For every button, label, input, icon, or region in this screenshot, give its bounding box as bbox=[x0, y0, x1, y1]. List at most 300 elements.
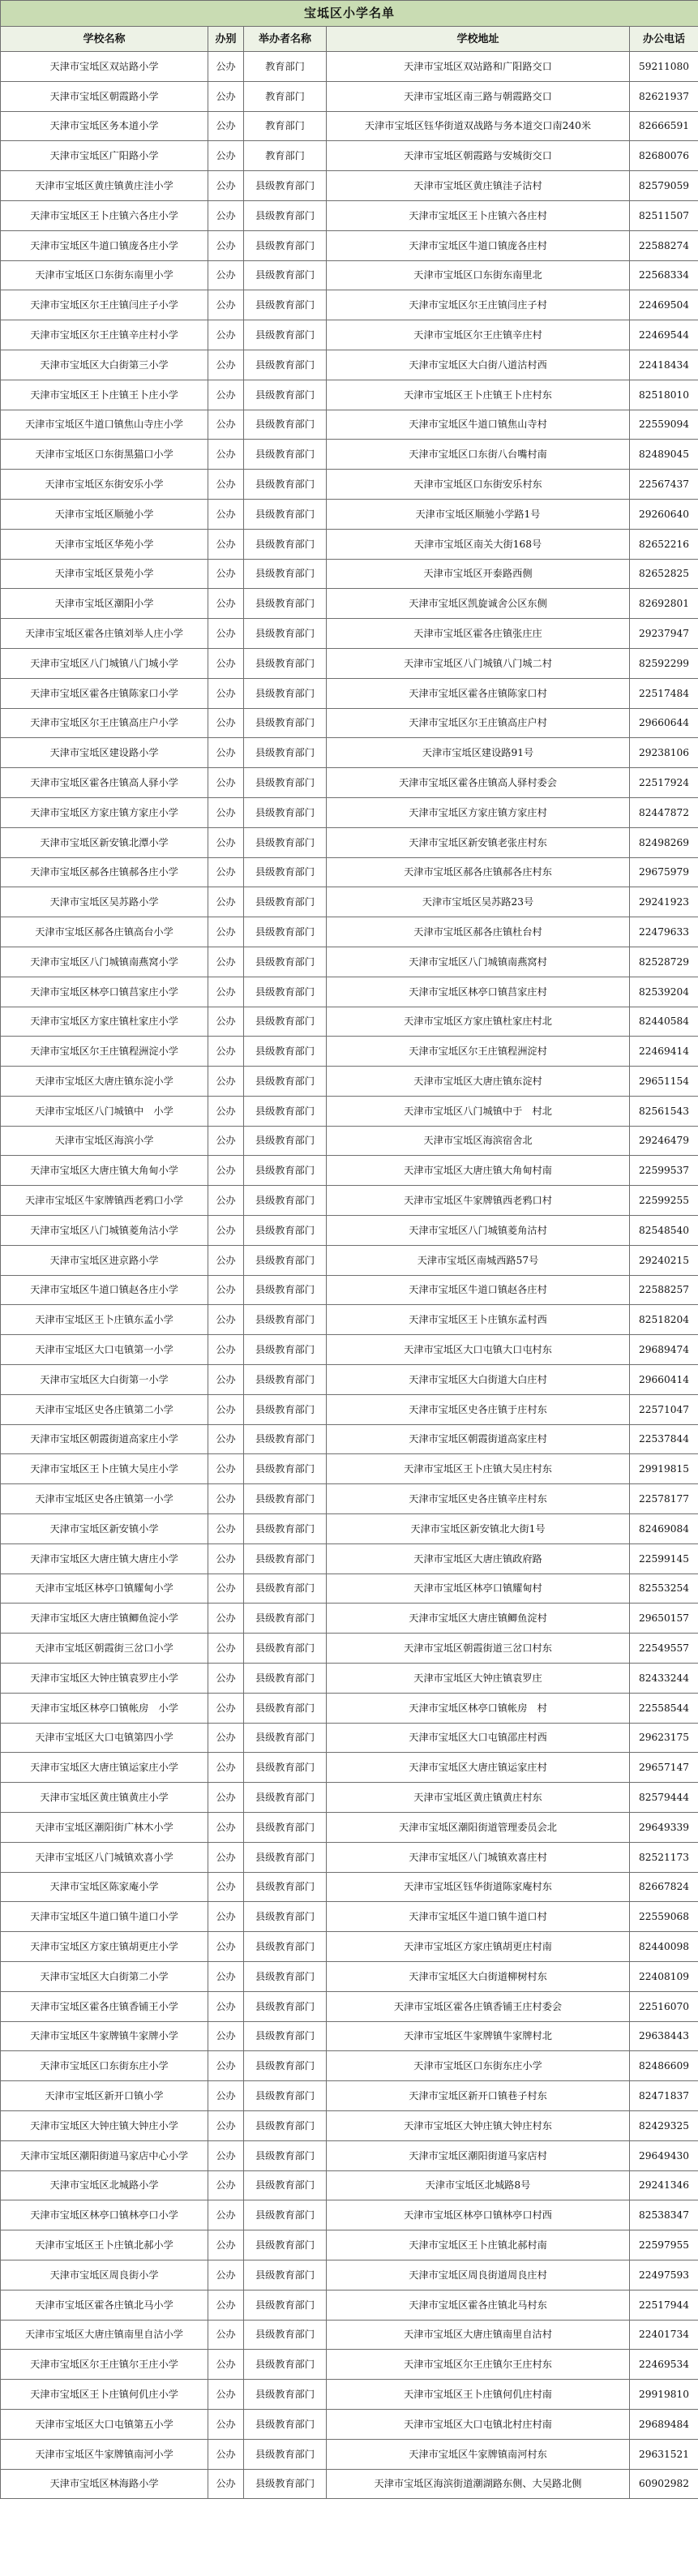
address-cell: 天津市宝坻区潮阳街道马家店村 bbox=[327, 2140, 630, 2170]
school-type-cell: 公办 bbox=[208, 260, 244, 290]
address-cell: 天津市宝坻区朝霞街道三岔口村东 bbox=[327, 1634, 630, 1664]
organizer-cell: 县级教育部门 bbox=[244, 648, 327, 678]
school-type-cell: 公办 bbox=[208, 1484, 244, 1514]
phone-cell: 29660414 bbox=[630, 1365, 698, 1395]
school-name-cell: 天津市宝坻区牛家牌镇南河小学 bbox=[1, 2439, 208, 2469]
school-type-cell: 公办 bbox=[208, 917, 244, 947]
phone-cell: 29650157 bbox=[630, 1604, 698, 1634]
phone-cell: 82521173 bbox=[630, 1842, 698, 1872]
table-row bbox=[1, 1753, 698, 1783]
school-type-cell: 公办 bbox=[208, 1335, 244, 1365]
organizer-cell: 县级教育部门 bbox=[244, 2439, 327, 2469]
table-row bbox=[1, 1067, 698, 1097]
school-type-cell: 公办 bbox=[208, 2140, 244, 2170]
school-type-cell: 公办 bbox=[208, 2320, 244, 2350]
phone-cell: 29241346 bbox=[630, 2170, 698, 2200]
phone-cell: 82561543 bbox=[630, 1096, 698, 1126]
address-cell: 天津市宝坻区顺驰小学路1号 bbox=[327, 499, 630, 529]
school-name-cell: 天津市宝坻区大白街第一小学 bbox=[1, 1365, 208, 1395]
school-type-cell: 公办 bbox=[208, 2081, 244, 2111]
table-row bbox=[1, 81, 698, 111]
phone-cell: 82433244 bbox=[630, 1664, 698, 1694]
school-name-cell: 天津市宝坻区大口屯镇第四小学 bbox=[1, 1723, 208, 1753]
school-name-cell: 天津市宝坻区林海路小学 bbox=[1, 2469, 208, 2499]
school-type-cell: 公办 bbox=[208, 111, 244, 141]
organizer-cell: 县级教育部门 bbox=[244, 1156, 327, 1186]
school-type-cell: 公办 bbox=[208, 230, 244, 260]
address-cell: 天津市宝坻区大口屯镇大口屯村东 bbox=[327, 1335, 630, 1365]
address-cell: 天津市宝坻区周良街道周良庄村 bbox=[327, 2260, 630, 2290]
organizer-cell: 县级教育部门 bbox=[244, 2469, 327, 2499]
school-name-cell: 天津市宝坻区大唐庄镇鲫鱼淀小学 bbox=[1, 1604, 208, 1634]
address-cell: 天津市宝坻区大唐庄镇运家庄村 bbox=[327, 1753, 630, 1783]
phone-cell: 82652216 bbox=[630, 529, 698, 559]
table-row bbox=[1, 230, 698, 260]
school-type-cell: 公办 bbox=[208, 1514, 244, 1544]
school-type-cell: 公办 bbox=[208, 290, 244, 320]
address-cell: 天津市宝坻区林亭口镇林亭口村西 bbox=[327, 2200, 630, 2230]
phone-cell: 22517944 bbox=[630, 2290, 698, 2320]
organizer-cell: 县级教育部门 bbox=[244, 1962, 327, 1992]
phone-cell: 82471837 bbox=[630, 2081, 698, 2111]
school-type-cell: 公办 bbox=[208, 1962, 244, 1992]
phone-cell: 29623175 bbox=[630, 1723, 698, 1753]
organizer-cell: 县级教育部门 bbox=[244, 1574, 327, 1604]
school-type-cell: 公办 bbox=[208, 1634, 244, 1664]
table-row bbox=[1, 2320, 698, 2350]
address-cell: 天津市宝坻区牛道口镇牛道口村 bbox=[327, 1902, 630, 1932]
header-address: 学校地址 bbox=[327, 27, 630, 52]
phone-cell: 22568334 bbox=[630, 260, 698, 290]
organizer-cell: 县级教育部门 bbox=[244, 499, 327, 529]
table-row bbox=[1, 738, 698, 768]
address-cell: 天津市宝坻区史各庄镇辛庄村东 bbox=[327, 1484, 630, 1514]
organizer-cell: 县级教育部门 bbox=[244, 1394, 327, 1424]
school-type-cell: 公办 bbox=[208, 1664, 244, 1694]
table-row bbox=[1, 827, 698, 857]
school-name-cell: 天津市宝坻区王卜庄镇东孟小学 bbox=[1, 1305, 208, 1335]
school-type-cell: 公办 bbox=[208, 857, 244, 887]
school-type-cell: 公办 bbox=[208, 1037, 244, 1067]
phone-cell: 82680076 bbox=[630, 141, 698, 171]
school-type-cell: 公办 bbox=[208, 1574, 244, 1604]
phone-cell: 22567437 bbox=[630, 470, 698, 500]
table-row bbox=[1, 857, 698, 887]
school-type-cell: 公办 bbox=[208, 1126, 244, 1156]
school-type-cell: 公办 bbox=[208, 1365, 244, 1395]
school-name-cell: 天津市宝坻区黄庄镇黄庄洼小学 bbox=[1, 171, 208, 201]
school-type-cell: 公办 bbox=[208, 2230, 244, 2260]
phone-cell: 29237947 bbox=[630, 619, 698, 649]
organizer-cell: 县级教育部门 bbox=[244, 200, 327, 230]
phone-cell: 22469534 bbox=[630, 2350, 698, 2380]
school-name-cell: 天津市宝坻区林亭口镇莒家庄小学 bbox=[1, 977, 208, 1007]
organizer-cell: 县级教育部门 bbox=[244, 1424, 327, 1454]
organizer-cell: 县级教育部门 bbox=[244, 1753, 327, 1783]
organizer-cell: 县级教育部门 bbox=[244, 2350, 327, 2380]
phone-cell: 22469544 bbox=[630, 320, 698, 350]
table-row bbox=[1, 1543, 698, 1574]
phone-cell: 22571047 bbox=[630, 1394, 698, 1424]
school-name-cell: 天津市宝坻区牛道口镇庞各庄小学 bbox=[1, 230, 208, 260]
organizer-cell: 县级教育部门 bbox=[244, 1245, 327, 1275]
table-row bbox=[1, 1365, 698, 1395]
school-type-cell: 公办 bbox=[208, 141, 244, 171]
address-cell: 天津市宝坻区林亭口镇莒家庄村 bbox=[327, 977, 630, 1007]
address-cell: 天津市宝坻区牛家牌镇牛家牌村北 bbox=[327, 2021, 630, 2051]
address-cell: 天津市宝坻区方家庄镇杜家庄村北 bbox=[327, 1007, 630, 1037]
school-name-cell: 天津市宝坻区方家庄镇杜家庄小学 bbox=[1, 1007, 208, 1037]
organizer-cell: 县级教育部门 bbox=[244, 1186, 327, 1216]
school-type-cell: 公办 bbox=[208, 350, 244, 380]
organizer-cell: 县级教育部门 bbox=[244, 708, 327, 738]
organizer-cell: 县级教育部门 bbox=[244, 887, 327, 917]
phone-cell: 22401734 bbox=[630, 2320, 698, 2350]
address-cell: 天津市宝坻区黄庄镇黄庄村东 bbox=[327, 1783, 630, 1813]
school-name-cell: 天津市宝坻区潮阳小学 bbox=[1, 589, 208, 619]
organizer-cell: 县级教育部门 bbox=[244, 1693, 327, 1723]
organizer-cell: 县级教育部门 bbox=[244, 768, 327, 798]
table-row bbox=[1, 1186, 698, 1216]
phone-cell: 22517924 bbox=[630, 768, 698, 798]
school-type-cell: 公办 bbox=[208, 410, 244, 440]
address-cell: 天津市宝坻区吴苏路23号 bbox=[327, 887, 630, 917]
table-title: 宝坻区小学名单 bbox=[1, 1, 698, 27]
organizer-cell: 县级教育部门 bbox=[244, 2260, 327, 2290]
phone-cell: 82447872 bbox=[630, 797, 698, 827]
organizer-cell: 县级教育部门 bbox=[244, 2380, 327, 2410]
phone-cell: 29657147 bbox=[630, 1753, 698, 1783]
address-cell: 天津市宝坻区开泰路西侧 bbox=[327, 559, 630, 589]
school-type-cell: 公办 bbox=[208, 2469, 244, 2499]
address-cell: 天津市宝坻区海滨宿舍北 bbox=[327, 1126, 630, 1156]
address-cell: 天津市宝坻区口东街八台嘴村南 bbox=[327, 440, 630, 470]
school-name-cell: 天津市宝坻区霍各庄镇刘举人庄小学 bbox=[1, 619, 208, 649]
organizer-cell: 县级教育部门 bbox=[244, 1126, 327, 1156]
school-name-cell: 天津市宝坻区大白街第三小学 bbox=[1, 350, 208, 380]
organizer-cell: 县级教育部门 bbox=[244, 2200, 327, 2230]
phone-cell: 22469414 bbox=[630, 1037, 698, 1067]
address-cell: 天津市宝坻区建设路91号 bbox=[327, 738, 630, 768]
school-name-cell: 天津市宝坻区八门城镇欢喜小学 bbox=[1, 1842, 208, 1872]
organizer-cell: 县级教育部门 bbox=[244, 1842, 327, 1872]
school-name-cell: 天津市宝坻区潮阳街广林木小学 bbox=[1, 1813, 208, 1843]
organizer-cell: 县级教育部门 bbox=[244, 619, 327, 649]
address-cell: 天津市宝坻区口东街东南里北 bbox=[327, 260, 630, 290]
school-name-cell: 天津市宝坻区大钟庄镇大钟庄小学 bbox=[1, 2110, 208, 2140]
organizer-cell: 县级教育部门 bbox=[244, 2140, 327, 2170]
school-type-cell: 公办 bbox=[208, 1723, 244, 1753]
organizer-cell: 县级教育部门 bbox=[244, 260, 327, 290]
school-name-cell: 天津市宝坻区务本道小学 bbox=[1, 111, 208, 141]
table-row bbox=[1, 320, 698, 350]
address-cell: 天津市宝坻区王卜庄镇六各庄村 bbox=[327, 200, 630, 230]
organizer-cell: 县级教育部门 bbox=[244, 678, 327, 708]
phone-cell: 22408109 bbox=[630, 1962, 698, 1992]
school-name-cell: 天津市宝坻区尔王庄镇高庄户小学 bbox=[1, 708, 208, 738]
organizer-cell: 县级教育部门 bbox=[244, 1604, 327, 1634]
table-row bbox=[1, 1424, 698, 1454]
address-cell: 天津市宝坻区双站路和广阳路交口 bbox=[327, 52, 630, 82]
school-name-cell: 天津市宝坻区方家庄镇胡更庄小学 bbox=[1, 1932, 208, 1962]
address-cell: 天津市宝坻区大白街道柳树村东 bbox=[327, 1962, 630, 1992]
phone-cell: 22588257 bbox=[630, 1275, 698, 1305]
table-row bbox=[1, 2439, 698, 2469]
school-type-cell: 公办 bbox=[208, 708, 244, 738]
school-name-cell: 天津市宝坻区林亭口镇耀甸小学 bbox=[1, 1574, 208, 1604]
address-cell: 天津市宝坻区大唐庄镇大角甸村南 bbox=[327, 1156, 630, 1186]
address-cell: 天津市宝坻区新安镇北大街1号 bbox=[327, 1514, 630, 1544]
phone-cell: 29649339 bbox=[630, 1813, 698, 1843]
school-type-cell: 公办 bbox=[208, 1424, 244, 1454]
table-row bbox=[1, 290, 698, 320]
phone-cell: 82548540 bbox=[630, 1216, 698, 1246]
address-cell: 天津市宝坻区尔王庄镇高庄户村 bbox=[327, 708, 630, 738]
table-row bbox=[1, 2081, 698, 2111]
organizer-cell: 县级教育部门 bbox=[244, 1902, 327, 1932]
organizer-cell: 县级教育部门 bbox=[244, 738, 327, 768]
phone-cell: 82652825 bbox=[630, 559, 698, 589]
school-type-cell: 公办 bbox=[208, 1693, 244, 1723]
table-row bbox=[1, 2290, 698, 2320]
phone-cell: 82518010 bbox=[630, 380, 698, 410]
address-cell: 天津市宝坻区大白街道大白庄村 bbox=[327, 1365, 630, 1395]
address-cell: 天津市宝坻区大唐庄镇南里自沽村 bbox=[327, 2320, 630, 2350]
table-row bbox=[1, 499, 698, 529]
organizer-cell: 县级教育部门 bbox=[244, 1067, 327, 1097]
table-row bbox=[1, 678, 698, 708]
school-name-cell: 天津市宝坻区口东街黑猫口小学 bbox=[1, 440, 208, 470]
table-row bbox=[1, 1664, 698, 1694]
school-name-cell: 天津市宝坻区史各庄镇第二小学 bbox=[1, 1394, 208, 1424]
phone-cell: 82440584 bbox=[630, 1007, 698, 1037]
school-name-cell: 天津市宝坻区林亭口镇林亭口小学 bbox=[1, 2200, 208, 2230]
phone-cell: 22558544 bbox=[630, 1693, 698, 1723]
school-type-cell: 公办 bbox=[208, 470, 244, 500]
address-cell: 天津市宝坻区尔王庄镇辛庄村 bbox=[327, 320, 630, 350]
table-row bbox=[1, 2260, 698, 2290]
school-name-cell: 天津市宝坻区朝霞街道高家庄小学 bbox=[1, 1424, 208, 1454]
table-row bbox=[1, 350, 698, 380]
table-row bbox=[1, 1007, 698, 1037]
school-type-cell: 公办 bbox=[208, 887, 244, 917]
school-type-cell: 公办 bbox=[208, 2110, 244, 2140]
phone-cell: 29240215 bbox=[630, 1245, 698, 1275]
school-type-cell: 公办 bbox=[208, 1753, 244, 1783]
organizer-cell: 县级教育部门 bbox=[244, 290, 327, 320]
school-name-cell: 天津市宝坻区大口屯镇第五小学 bbox=[1, 2409, 208, 2439]
school-type-cell: 公办 bbox=[208, 1067, 244, 1097]
school-name-cell: 天津市宝坻区建设路小学 bbox=[1, 738, 208, 768]
table-row bbox=[1, 917, 698, 947]
organizer-cell: 县级教育部门 bbox=[244, 1335, 327, 1365]
organizer-cell: 县级教育部门 bbox=[244, 529, 327, 559]
school-type-cell: 公办 bbox=[208, 1902, 244, 1932]
organizer-cell: 教育部门 bbox=[244, 111, 327, 141]
address-cell: 天津市宝坻区新安镇老张庄村东 bbox=[327, 827, 630, 857]
organizer-cell: 县级教育部门 bbox=[244, 2081, 327, 2111]
address-cell: 天津市宝坻区郝各庄镇杜台村 bbox=[327, 917, 630, 947]
school-name-cell: 天津市宝坻区郝各庄镇高台小学 bbox=[1, 917, 208, 947]
address-cell: 天津市宝坻区南城西路57号 bbox=[327, 1245, 630, 1275]
school-type-cell: 公办 bbox=[208, 977, 244, 1007]
school-type-cell: 公办 bbox=[208, 2380, 244, 2410]
header-school-name: 学校名称 bbox=[1, 27, 208, 52]
table-row bbox=[1, 2200, 698, 2230]
table-row bbox=[1, 2140, 698, 2170]
header-row bbox=[1, 27, 698, 52]
school-name-cell: 天津市宝坻区尔王庄镇尔王庄小学 bbox=[1, 2350, 208, 2380]
address-cell: 天津市宝坻区南关大街168号 bbox=[327, 529, 630, 559]
phone-cell: 82692801 bbox=[630, 589, 698, 619]
table-row bbox=[1, 111, 698, 141]
organizer-cell: 县级教育部门 bbox=[244, 1543, 327, 1574]
school-name-cell: 天津市宝坻区大唐庄镇南里自沽小学 bbox=[1, 2320, 208, 2350]
school-name-cell: 天津市宝坻区王卜庄镇六各庄小学 bbox=[1, 200, 208, 230]
phone-cell: 29689474 bbox=[630, 1335, 698, 1365]
organizer-cell: 县级教育部门 bbox=[244, 320, 327, 350]
address-cell: 天津市宝坻区牛道口镇焦山寺村 bbox=[327, 410, 630, 440]
school-name-cell: 天津市宝坻区王卜庄镇何仉庄小学 bbox=[1, 2380, 208, 2410]
school-type-cell: 公办 bbox=[208, 1216, 244, 1246]
address-cell: 天津市宝坻区钰华街道双战路与务本道交口南240米 bbox=[327, 111, 630, 141]
address-cell: 天津市宝坻区大口屯镇邵庄村西 bbox=[327, 1723, 630, 1753]
school-name-cell: 天津市宝坻区牛家牌镇西老鸦口小学 bbox=[1, 1186, 208, 1216]
school-type-cell: 公办 bbox=[208, 589, 244, 619]
address-cell: 天津市宝坻区牛道口镇庞各庄村 bbox=[327, 230, 630, 260]
table-row bbox=[1, 1813, 698, 1843]
phone-cell: 29919815 bbox=[630, 1454, 698, 1484]
school-name-cell: 天津市宝坻区霍各庄镇高人驿小学 bbox=[1, 768, 208, 798]
phone-cell: 82539204 bbox=[630, 977, 698, 1007]
school-type-cell: 公办 bbox=[208, 499, 244, 529]
school-type-cell: 公办 bbox=[208, 1186, 244, 1216]
school-type-cell: 公办 bbox=[208, 2439, 244, 2469]
school-name-cell: 天津市宝坻区王卜庄镇大吴庄小学 bbox=[1, 1454, 208, 1484]
school-name-cell: 天津市宝坻区进京路小学 bbox=[1, 1245, 208, 1275]
address-cell: 天津市宝坻区八门城镇中于 村北 bbox=[327, 1096, 630, 1126]
organizer-cell: 县级教育部门 bbox=[244, 171, 327, 201]
school-name-cell: 天津市宝坻区新安镇小学 bbox=[1, 1514, 208, 1544]
school-name-cell: 天津市宝坻区八门城镇菱角沽小学 bbox=[1, 1216, 208, 1246]
phone-cell: 82579059 bbox=[630, 171, 698, 201]
school-name-cell: 天津市宝坻区牛道口镇赵各庄小学 bbox=[1, 1275, 208, 1305]
organizer-cell: 县级教育部门 bbox=[244, 977, 327, 1007]
school-type-cell: 公办 bbox=[208, 827, 244, 857]
phone-cell: 22479633 bbox=[630, 917, 698, 947]
school-name-cell: 天津市宝坻区朝霞路小学 bbox=[1, 81, 208, 111]
table-row bbox=[1, 410, 698, 440]
phone-cell: 22516070 bbox=[630, 1991, 698, 2021]
school-type-cell: 公办 bbox=[208, 1842, 244, 1872]
phone-cell: 29638443 bbox=[630, 2021, 698, 2051]
table-row bbox=[1, 1574, 698, 1604]
school-name-cell: 天津市宝坻区八门城镇八门城小学 bbox=[1, 648, 208, 678]
school-name-cell: 天津市宝坻区霍各庄镇北马小学 bbox=[1, 2290, 208, 2320]
table-row bbox=[1, 559, 698, 589]
school-type-cell: 公办 bbox=[208, 619, 244, 649]
school-name-cell: 天津市宝坻区八门城镇中 小学 bbox=[1, 1096, 208, 1126]
school-name-cell: 天津市宝坻区陈家庵小学 bbox=[1, 1872, 208, 1902]
table-row bbox=[1, 1514, 698, 1544]
school-type-cell: 公办 bbox=[208, 678, 244, 708]
organizer-cell: 县级教育部门 bbox=[244, 1216, 327, 1246]
address-cell: 天津市宝坻区八门城镇菱角沽村 bbox=[327, 1216, 630, 1246]
phone-cell: 29919810 bbox=[630, 2380, 698, 2410]
school-name-cell: 天津市宝坻区吴苏路小学 bbox=[1, 887, 208, 917]
table-row bbox=[1, 2110, 698, 2140]
phone-cell: 22599537 bbox=[630, 1156, 698, 1186]
table-row bbox=[1, 1305, 698, 1335]
organizer-cell: 县级教育部门 bbox=[244, 1484, 327, 1514]
school-name-cell: 天津市宝坻区郝各庄镇郝各庄小学 bbox=[1, 857, 208, 887]
school-name-cell: 天津市宝坻区尔王庄镇辛庄村小学 bbox=[1, 320, 208, 350]
school-type-cell: 公办 bbox=[208, 1991, 244, 2021]
address-cell: 天津市宝坻区潮阳街道管理委员会北 bbox=[327, 1813, 630, 1843]
table-row bbox=[1, 1634, 698, 1664]
table-row bbox=[1, 1872, 698, 1902]
table-row bbox=[1, 260, 698, 290]
table-row bbox=[1, 947, 698, 977]
phone-cell: 22418434 bbox=[630, 350, 698, 380]
school-type-cell: 公办 bbox=[208, 200, 244, 230]
phone-cell: 29241923 bbox=[630, 887, 698, 917]
organizer-cell: 县级教育部门 bbox=[244, 857, 327, 887]
phone-cell: 82592299 bbox=[630, 648, 698, 678]
address-cell: 天津市宝坻区王卜庄镇王卜庄村东 bbox=[327, 380, 630, 410]
organizer-cell: 县级教育部门 bbox=[244, 2110, 327, 2140]
school-type-cell: 公办 bbox=[208, 1932, 244, 1962]
address-cell: 天津市宝坻区牛家牌镇南河村东 bbox=[327, 2439, 630, 2469]
school-type-cell: 公办 bbox=[208, 1245, 244, 1275]
table-row bbox=[1, 1275, 698, 1305]
address-cell: 天津市宝坻区八门城镇欢喜庄村 bbox=[327, 1842, 630, 1872]
phone-cell: 22599255 bbox=[630, 1186, 698, 1216]
organizer-cell: 县级教育部门 bbox=[244, 1813, 327, 1843]
school-type-cell: 公办 bbox=[208, 947, 244, 977]
address-cell: 天津市宝坻区尔王庄镇程洲淀村 bbox=[327, 1037, 630, 1067]
organizer-cell: 县级教育部门 bbox=[244, 2170, 327, 2200]
address-cell: 天津市宝坻区口东街安乐村东 bbox=[327, 470, 630, 500]
phone-cell: 82579444 bbox=[630, 1783, 698, 1813]
phone-cell: 82528729 bbox=[630, 947, 698, 977]
phone-cell: 82429325 bbox=[630, 2110, 698, 2140]
organizer-cell: 县级教育部门 bbox=[244, 559, 327, 589]
table-row bbox=[1, 470, 698, 500]
table-row bbox=[1, 2170, 698, 2200]
school-name-cell: 天津市宝坻区大唐庄镇运家庄小学 bbox=[1, 1753, 208, 1783]
address-cell: 天津市宝坻区霍各庄镇北马村东 bbox=[327, 2290, 630, 2320]
address-cell: 天津市宝坻区南三路与朝霞路交口 bbox=[327, 81, 630, 111]
table-row bbox=[1, 977, 698, 1007]
table-row bbox=[1, 1245, 698, 1275]
phone-cell: 22588274 bbox=[630, 230, 698, 260]
address-cell: 天津市宝坻区朝霞街道高家庄村 bbox=[327, 1424, 630, 1454]
organizer-cell: 县级教育部门 bbox=[244, 2021, 327, 2051]
address-cell: 天津市宝坻区王卜庄镇东孟村西 bbox=[327, 1305, 630, 1335]
phone-cell: 82667824 bbox=[630, 1872, 698, 1902]
school-name-cell: 天津市宝坻区牛道口镇牛道口小学 bbox=[1, 1902, 208, 1932]
school-name-cell: 天津市宝坻区大唐庄镇东淀小学 bbox=[1, 1067, 208, 1097]
organizer-cell: 县级教育部门 bbox=[244, 947, 327, 977]
address-cell: 天津市宝坻区霍各庄镇张庄庄 bbox=[327, 619, 630, 649]
phone-cell: 82553254 bbox=[630, 1574, 698, 1604]
address-cell: 天津市宝坻区口东街东庄小学 bbox=[327, 2051, 630, 2081]
school-type-cell: 公办 bbox=[208, 171, 244, 201]
table-row bbox=[1, 1693, 698, 1723]
phone-cell: 82440098 bbox=[630, 1932, 698, 1962]
table-row bbox=[1, 1126, 698, 1156]
